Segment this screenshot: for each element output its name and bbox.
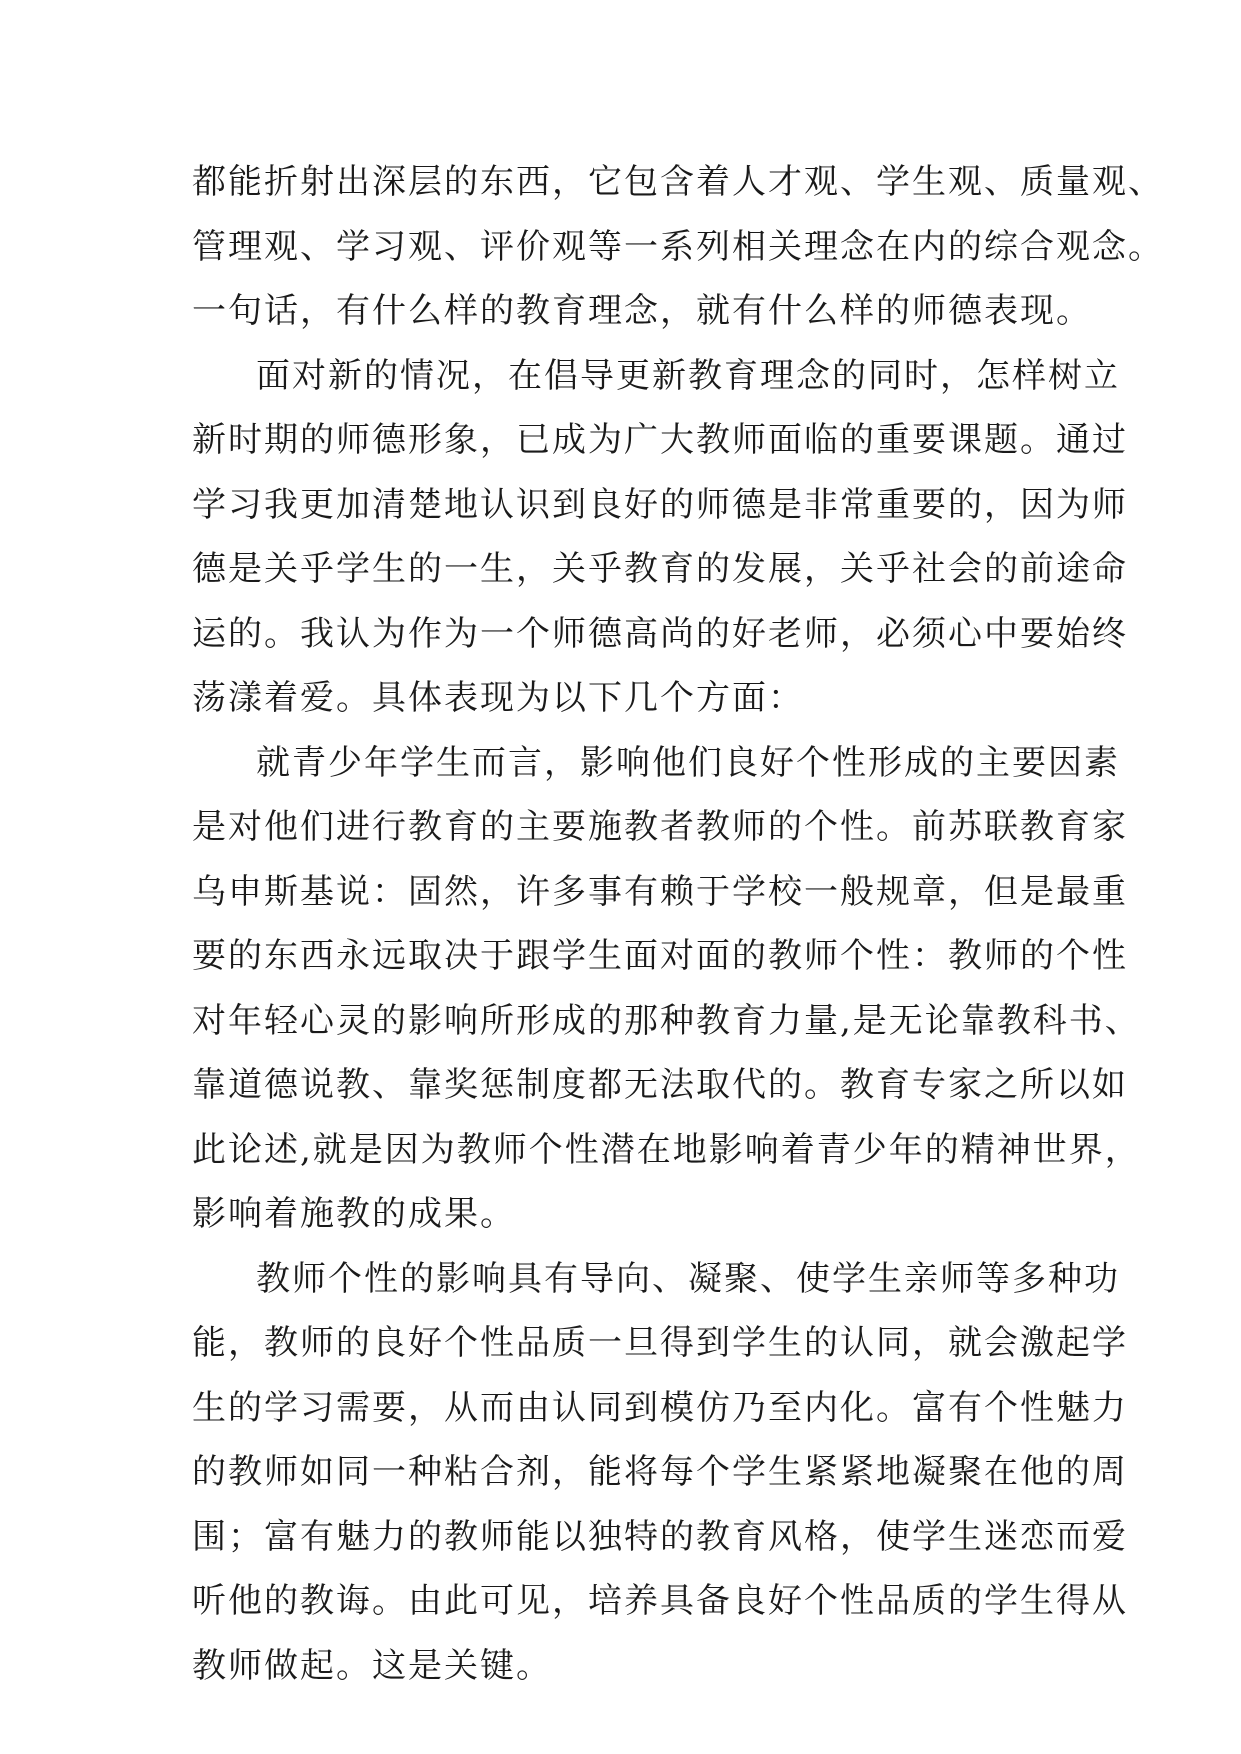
text-line: 荡漾着爱。具体表现为以下几个方面： xyxy=(192,678,804,718)
paragraph xyxy=(192,1247,1128,1699)
text-line: 乌申斯基说：固然，许多事有赖于学校一般规章，但是最重 xyxy=(192,871,1128,912)
text-line: 管理观、学习观、评价观等一系列相关理念在内的综合观念。 xyxy=(192,226,1164,267)
text-line: 一句话，有什么样的教育理念，就有什么样的师德表现。 xyxy=(192,291,1092,331)
text-line: 围；富有魅力的教师能以独特的教育风格，使学生迷恋而爱 xyxy=(192,1516,1128,1557)
text-line: 要的东西永远取决于跟学生面对面的教师个性：教师的个性 xyxy=(192,936,1128,976)
paragraph xyxy=(192,731,1141,1247)
paragraph xyxy=(192,344,1128,731)
text-line: 对年轻心灵的影响所形成的那种教育力量,是无论靠教科书、 xyxy=(192,1000,1141,1041)
text-line: 影响着施教的成果。 xyxy=(192,1194,516,1234)
text-line: 听他的教诲。由此可见，培养具备良好个性品质的学生得从 xyxy=(192,1581,1128,1621)
paragraph xyxy=(192,150,1164,344)
body-text xyxy=(192,150,1164,1698)
text-line: 就青少年学生而言，影响他们良好个性形成的主要因素 xyxy=(256,742,1120,783)
text-line: 学习我更加清楚地认识到良好的师德是非常重要的，因为师 xyxy=(192,484,1128,525)
text-line: 德是关乎学生的一生，关乎教育的发展，关乎社会的前途命 xyxy=(192,549,1128,589)
text-line: 面对新的情况，在倡导更新教育理念的同时，怎样树立 xyxy=(256,355,1120,396)
text-line: 运的。我认为作为一个师德高尚的好老师，必须心中要始终 xyxy=(192,613,1128,654)
text-line: 的教师如同一种粘合剂，能将每个学生紧紧地凝聚在他的周 xyxy=(192,1452,1128,1492)
text-line: 能，教师的良好个性品质一旦得到学生的认同，就会激起学 xyxy=(192,1323,1128,1363)
text-line: 教师做起。这是关键。 xyxy=(192,1645,552,1686)
text-line: 靠道德说教、靠奖惩制度都无法取代的。教育专家之所以如 xyxy=(192,1065,1128,1105)
text-line: 是对他们进行教育的主要施教者教师的个性。前苏联教育家 xyxy=(192,807,1128,847)
text-line: 教师个性的影响具有导向、凝聚、使学生亲师等多种功 xyxy=(256,1258,1120,1299)
text-line: 生的学习需要，从而由认同到模仿乃至内化。富有个性魅力 xyxy=(192,1387,1128,1428)
text-line: 都能折射出深层的东西，它包含着人才观、学生观、质量观、 xyxy=(192,162,1164,202)
text-line: 此论述,就是因为教师个性潜在地影响着青少年的精神世界， xyxy=(192,1129,1141,1170)
text-line: 新时期的师德形象，已成为广大教师面临的重要课题。通过 xyxy=(192,420,1128,460)
